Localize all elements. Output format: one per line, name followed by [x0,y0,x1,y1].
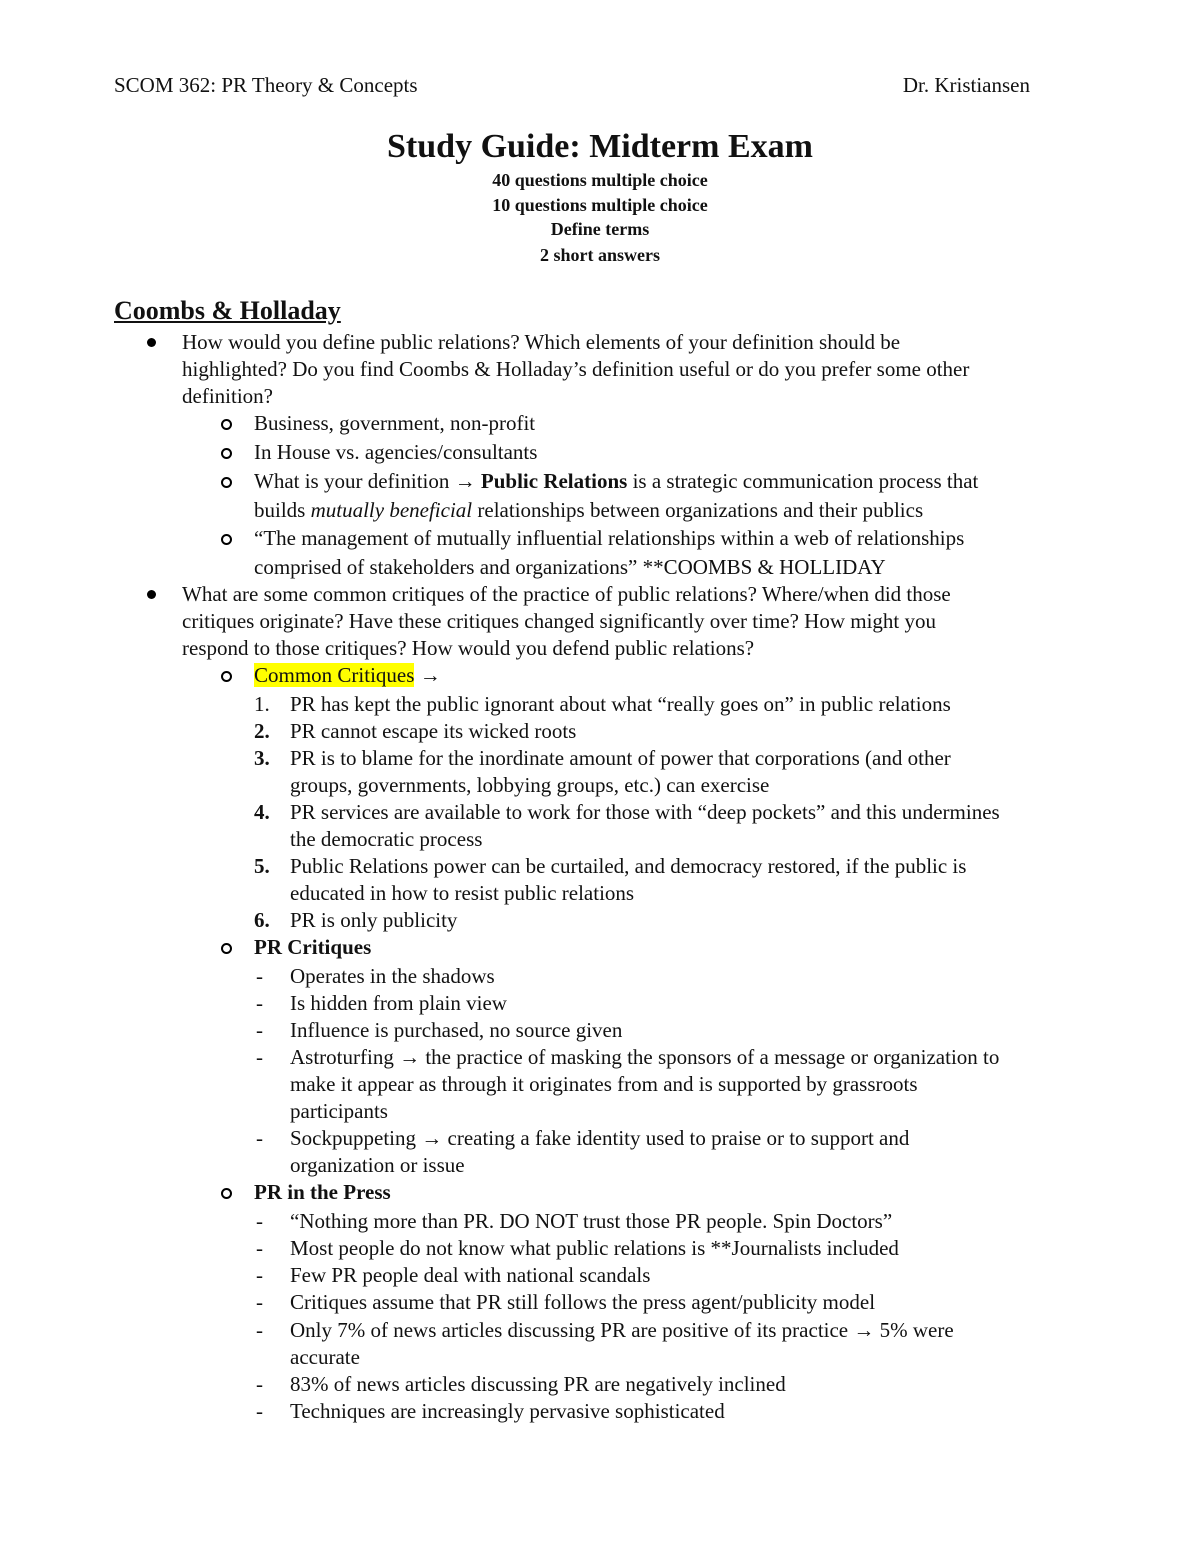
arrow-right-icon: → [399,1045,421,1069]
arrow-right-icon: → [421,1126,443,1150]
term-definition: creating a fake identity used to praise or to support and [442,1126,910,1150]
numbered-item: PR has kept the public ignorant about what “really goes on” in public relations [290,692,951,716]
numbered-marker: 1. [254,692,270,716]
term-definition: make it appear as through it originates from and is supported by grassroots [290,1072,918,1096]
sockpuppeting-line [290,1126,909,1151]
press-item [290,1318,954,1343]
question-line: critiques originate? Have these critiques changed significantly over time? How might you [182,609,937,633]
press-item: Techniques are increasingly pervasive sophisticated [290,1399,725,1423]
circle-bullet-icon [221,671,232,682]
press-item: accurate [290,1345,360,1369]
press-item: “Nothing more than PR. DO NOT trust those PR people. Spin Doctors” [290,1209,893,1233]
question-line: How would you define public relations? Which elements of your definition should be [182,330,901,354]
numbered-item: PR is to blame for the inordinate amount of power that corporations (and other [290,746,951,770]
circle-bullet-icon [221,534,232,545]
arrow-right-icon: → [454,469,476,493]
dash-marker: - [256,1399,263,1423]
question-line: definition? [182,384,273,408]
dash-marker: - [256,1263,263,1287]
bullet-icon [147,590,156,599]
numbered-marker: 3. [254,746,270,770]
dash-marker: - [256,1236,263,1260]
definition-prefix: What is your definition [254,469,455,493]
quote-line: “The management of mutually influential relationships within a web of relationships [254,526,965,550]
dash-marker: - [256,1209,263,1233]
circle-bullet-icon [221,943,232,954]
critique-item: Operates in the shadows [290,964,495,988]
format-line: Define terms [550,219,650,239]
dash-marker: - [256,1318,263,1342]
dash-marker: - [256,991,263,1015]
numbered-item: Public Relations power can be curtailed, and democracy restored, if the public is [290,854,967,878]
press-item: Most people do not know what public relations is **Journalists included [290,1236,899,1260]
numbered-marker: 5. [254,854,270,878]
bullet-icon [147,338,156,347]
press-item: Critiques assume that PR still follows the press agent/publicity model [290,1290,876,1314]
numbered-item: educated in how to resist public relations [290,881,635,905]
question-line: highlighted? Do you find Coombs & Holladay’s definition useful or do you prefer some other [182,357,970,381]
dash-marker: - [256,1290,263,1314]
dash-marker: - [256,1045,263,1069]
numbered-marker: 4. [254,800,270,824]
definition-emphasis: mutually beneficial [310,498,473,522]
subsection-heading: PR Critiques [254,935,372,959]
dash-marker: - [256,1372,263,1396]
press-item: Few PR people deal with national scandals [290,1263,651,1287]
arrow-right-icon: → [419,663,441,687]
circle-bullet-icon [221,1188,232,1199]
astroturfing-line [290,1045,999,1070]
press-item-text: Only 7% of news articles discussing PR are positive of its practice [290,1318,854,1342]
highlighted-label: Common Critiques [254,663,415,687]
common-critiques-line [254,663,441,688]
numbered-marker: 6. [254,908,270,932]
format-line: 10 questions multiple choice [492,195,708,215]
numbered-item: PR services are available to work for those with “deep pockets” and this undermines [290,800,1000,824]
numbered-item: groups, governments, lobbying groups, etc.) can exercise [290,773,770,797]
term-definition: participants [290,1099,388,1123]
numbered-item: PR is only publicity [290,908,458,932]
page-title: Study Guide: Midterm Exam [387,128,813,165]
definition-text: is a strategic communication process that [627,469,979,493]
definition-line [254,498,923,523]
arrow-right-icon: → [853,1318,875,1342]
subsection-heading: PR in the Press [254,1180,391,1204]
circle-bullet-icon [221,477,232,488]
format-line: 40 questions multiple choice [492,170,708,190]
definition-text: builds [254,498,311,522]
definition-line [254,469,978,494]
question-line: What are some common critiques of the practice of public relations? Where/when did those [182,582,951,606]
sub-item: In House vs. agencies/consultants [254,440,538,464]
definition-term: Public Relations [480,469,628,493]
quote-line: comprised of stakeholders and organizations” **COOMBS & HOLLIDAY [254,555,886,579]
course-header: SCOM 362: PR Theory & Concepts [114,73,418,97]
circle-bullet-icon [221,448,232,459]
numbered-marker: 2. [254,719,270,743]
definition-text: relationships between organizations and their publics [472,498,924,522]
press-item: 83% of news articles discussing PR are negatively inclined [290,1372,786,1396]
circle-bullet-icon [221,419,232,430]
instructor-header: Dr. Kristiansen [902,73,1030,97]
term-definition: organization or issue [290,1153,465,1177]
dash-marker: - [256,1018,263,1042]
format-line: 2 short answers [540,245,660,265]
numbered-item: the democratic process [290,827,483,851]
question-line: respond to those critiques? How would you defend public relations? [182,636,755,660]
term-label: Astroturfing [290,1045,400,1069]
section-heading: Coombs & Holladay [114,296,341,325]
dash-marker: - [256,1126,263,1150]
sub-item: Business, government, non-profit [254,411,536,435]
critique-item: Influence is purchased, no source given [290,1018,623,1042]
critique-item: Is hidden from plain view [290,991,507,1015]
numbered-item: PR cannot escape its wicked roots [290,719,577,743]
term-label: Sockpuppeting [290,1126,422,1150]
term-definition: the practice of masking the sponsors of a message or organization to [420,1045,1000,1069]
dash-marker: - [256,964,263,988]
press-item-text: 5% were [874,1318,954,1342]
